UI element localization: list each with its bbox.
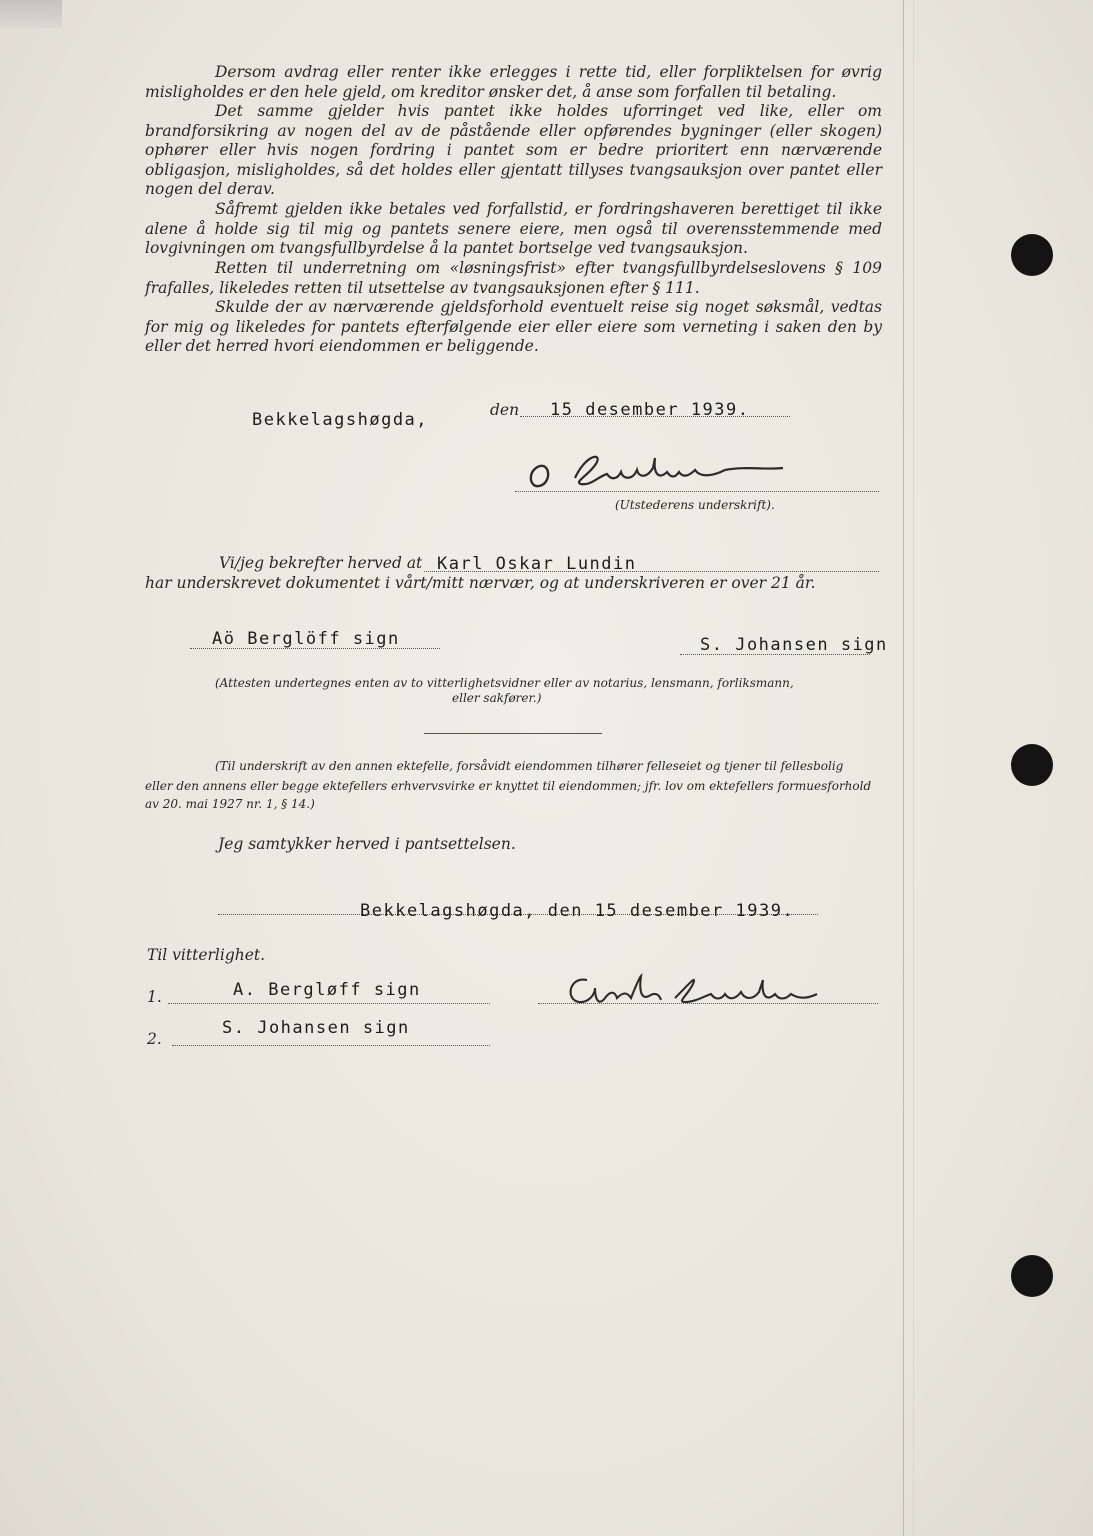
attestation-note: (Attesten undertegnes enten av to vitterlighetsvidner eller av notarius, lensmann, forliksmann, [215,676,794,690]
separator-rule [424,733,602,734]
witness-intro: Vi/jeg bekrefter herved at [219,554,423,572]
to-witness-label: Til vitterlighet. [147,946,266,964]
terms-paragraph-venue: Skulde der av nærværende gjeldsforhold eventuelt reise sig noget søksmål, vedtas for mig og likeledes for pantets efterfølgende eier eller eiere som verneting i saken den by eller det herred hvori eiendommen er beliggende. [145,298,882,356]
witness-statement: har underskrevet dokumentet i vårt/mitt nærvær, og at underskriveren er over 21 år. [145,574,816,592]
spouse-note-line-3: av 20. mai 1927 nr. 1, § 14.) [145,797,315,811]
spouse-note-line-2: eller den annens eller begge ektefellers erhvervsvirke er knyttet til eiendommen; jfr. lov om ektefellers formuesforhold [145,779,872,793]
terms-paragraph-default: Dersom avdrag eller renter ikke erlegges i rette tid, eller forpliktelsen for øvrig misligholdes er den hele gjeld, om kreditor ønsker det, å anse som forfallen til betaling. [145,63,882,101]
witness-number-2: 2. [147,1030,162,1048]
consent-witness-two: S. Johansen sign [222,1018,410,1038]
terms-paragraph-insurance: Det samme gjelder hvis pantet ikke holdes uforringet ved like, eller om brandforsikring av nogen del av de påstående eller opførendes bygninger (eller skogen) ophører eller hvis nogen fordring i pantet som er bedre prioritert enn nærværende obligasjon, misligholdes, så det holdes eller gjentatt tillyses tvangsauksjon over pantet eller nogen del derav. [145,102,882,199]
consent-statement: Jeg samtykker herved i pantsettelsen. [218,835,516,853]
spouse-note-line-1: (Til underskrift av den annen ektefelle, forsåvidt eiendommen tilhører felleseiet og tjener til fellesbolig [215,759,844,773]
issuer-place: Bekkelagshøgda, [252,410,429,430]
punch-hole-icon [1011,1255,1053,1297]
issuer-den-label: den [490,401,520,419]
consent-witness-one: A. Bergløff sign [233,980,421,1000]
issuer-signature-line [515,491,879,492]
consent-place-date: Bekkelagshøgda, den 15 desember 1939. [360,901,795,921]
issuer-signature-icon [525,448,805,493]
terms-paragraph-redemption: Retten til underretning om «løsningsfrist» efter tvangsfullbyrdelseslovens § 109 frafalles, likeledes retten til utsettelse av tvangsauksjonen efter § 111. [145,259,882,297]
issuer-signature-caption: (Utstederens underskrift). [615,498,775,512]
witness-one: Aö Berglöff sign [212,629,400,649]
witness-one-line [190,648,440,649]
spouse-signature-icon [565,970,825,1010]
spouse-signature-line [538,1003,878,1004]
witness-number-1: 1. [147,988,162,1006]
punch-hole-icon [1011,234,1053,276]
margin-rule-secondary [913,0,914,1536]
attestation-note-cont: eller sakfører.) [452,691,542,705]
margin-rule [903,0,904,1536]
witness-two: S. Johansen sign [700,635,888,655]
consent-witness-one-line [168,1003,490,1004]
consent-witness-two-line [172,1045,490,1046]
issuer-date: 15 desember 1939. [550,400,750,420]
witness-two-line [680,654,870,655]
terms-paragraph-forced-sale: Såfremt gjelden ikke betales ved forfallstid, er fordringshaveren berettiget til ikke alene å holde sig til mig og pantets senere eiere, men også til overensstemmende med lovgivningen om tvangsfullbyrdelse å la pantet bortselge ved tvangsauksjon. [145,200,882,258]
punch-hole-icon [1011,744,1053,786]
corner-smudge [0,0,62,28]
signer-name: Karl Oskar Lundin [437,554,637,574]
